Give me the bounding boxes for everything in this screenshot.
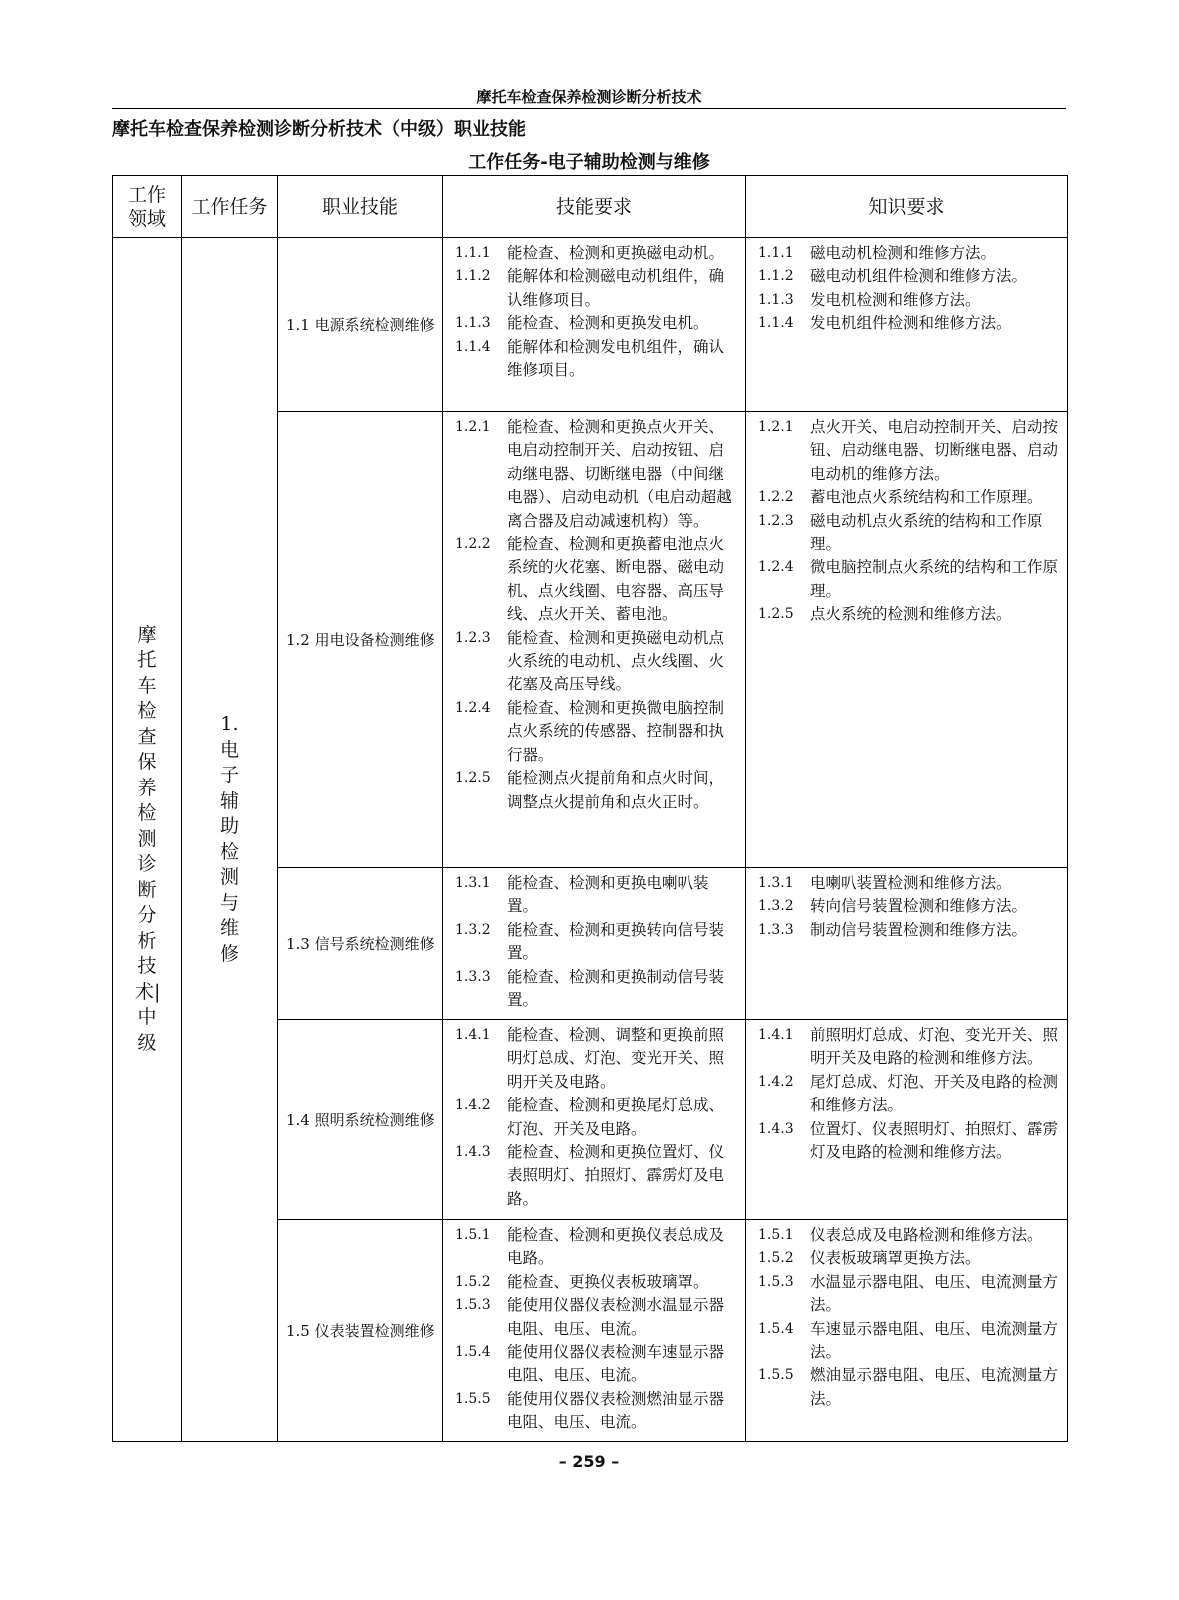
- list-item: [758, 1364, 1061, 1411]
- list-item: [455, 697, 739, 767]
- item-text: 点火开关、电启动控制开关、启动按钮、启动继电器、切断继电器、启动电动机的维修方法。: [810, 418, 1059, 483]
- item-text: 电喇叭装置检测和维修方法。: [810, 874, 1012, 892]
- list-item: [758, 1318, 1061, 1365]
- item-text: 能解体和检测磁电动机组件，确认维修项目。: [507, 267, 725, 309]
- item-code: 1.4.3: [758, 1120, 794, 1137]
- item-code: 1.4.1: [455, 1027, 491, 1043]
- skill-requirements-cell: [443, 238, 746, 412]
- knowledge-requirements-cell: [746, 1220, 1068, 1442]
- skill-requirements-cell: [443, 868, 746, 1020]
- item-code: 1.5.1: [758, 1227, 794, 1243]
- item-code: 1.4.1: [758, 1027, 794, 1043]
- skill-name: 1.3 信号系统检测维修: [286, 934, 435, 953]
- skill-name: 1.5 仪表装置检测维修: [286, 1321, 435, 1340]
- item-code: 1.1.2: [758, 268, 794, 285]
- skill-cell: [278, 1220, 443, 1442]
- skill-requirements-cell: [443, 412, 746, 868]
- item-text: 转向信号装置检测和维修方法。: [810, 897, 1028, 916]
- list-item: [758, 1071, 1061, 1118]
- item-text: 能检查、检测和更换仪表总成及电路。: [507, 1226, 725, 1268]
- table-body: [113, 238, 1068, 1442]
- work-task-cell: [182, 238, 278, 1442]
- item-text: 能检查、检测和更换磁电动机点火系统的电动机、点火线圈、火花塞及高压导线。: [507, 628, 725, 694]
- list-item: [758, 1024, 1061, 1071]
- list-item: [758, 265, 1061, 288]
- item-code: 1.1.3: [455, 315, 491, 332]
- item-code: 1.2.3: [455, 629, 491, 646]
- list-item: [758, 556, 1061, 603]
- item-code: 1.3.3: [758, 921, 794, 938]
- item-code: 1.2.5: [758, 606, 794, 623]
- item-code: 1.3.2: [758, 898, 794, 915]
- item-code: 1.5.5: [758, 1367, 794, 1384]
- item-text: 发电机组件检测和维修方法。: [810, 314, 1012, 333]
- item-text: 磁电动机组件检测和维修方法。: [810, 267, 1028, 286]
- item-code: 1.4.2: [758, 1073, 794, 1090]
- document-title: 摩托车检查保养检测诊断分析技术（中级）职业技能: [112, 119, 526, 140]
- skill-name: 1.1 电源系统检测维修: [286, 315, 435, 334]
- list-item: [455, 416, 739, 533]
- item-text: 能检查、检测、调整和更换前照明灯总成、灯泡、变光开关、照明开关及电路。: [507, 1026, 725, 1091]
- skill-cell: [278, 412, 443, 868]
- list-item: [455, 1024, 739, 1094]
- item-code: 1.5.3: [758, 1273, 794, 1290]
- item-text: 能解体和检测发电机组件，确认维修项目。: [507, 337, 725, 380]
- item-code: 1.5.3: [455, 1297, 491, 1314]
- item-text: 微电脑控制点火系统的结构和工作原理。: [810, 558, 1059, 600]
- item-text: 能检查、检测和更换位置灯、仪表照明灯、拍照灯、霹雳灯及电路。: [507, 1143, 725, 1208]
- item-code: 1.5.5: [455, 1390, 491, 1407]
- item-code: 1.1.1: [455, 245, 491, 261]
- item-code: 1.3.2: [455, 921, 491, 938]
- item-text: 能检测点火提前角和点火时间，调整点火提前角和点火正时。: [507, 769, 725, 811]
- list-item: [455, 265, 739, 312]
- item-code: 1.2.5: [455, 770, 491, 787]
- list-item: [758, 603, 1061, 626]
- item-text: 能检查、检测和更换蓄电池点火系统的火花塞、断电器、磁电动机、点火线圈、电容器、高压导线、点火开关、蓄电池。: [507, 535, 725, 624]
- list-item: [758, 312, 1061, 335]
- item-code: 1.1.4: [758, 315, 794, 332]
- list-item: [758, 872, 1061, 895]
- work-area-cell: [113, 238, 182, 1442]
- list-item: [455, 1388, 739, 1435]
- header-area: 工作领域: [113, 176, 182, 238]
- list-item: [758, 289, 1061, 312]
- item-code: 1.5.1: [455, 1227, 491, 1243]
- item-code: 1.2.2: [758, 489, 794, 506]
- header-knowledge-requirements: 知识要求: [746, 176, 1068, 238]
- item-code: 1.3.3: [455, 968, 491, 985]
- item-text: 磁电动机点火系统的结构和工作原理。: [810, 511, 1043, 554]
- table-header-row: [113, 176, 1068, 238]
- item-text: 能检查、更换仪表板玻璃罩。: [507, 1272, 709, 1291]
- list-item: [455, 1294, 739, 1341]
- header-rule: [112, 108, 1066, 109]
- knowledge-requirements-cell: [746, 868, 1068, 1020]
- skill-requirements-cell: [443, 1220, 746, 1442]
- item-code: 1.2.1: [758, 419, 794, 435]
- header-skill-requirements: 技能要求: [443, 176, 746, 238]
- knowledge-requirements-cell: [746, 238, 1068, 412]
- list-item: [455, 312, 739, 335]
- item-text: 前照明灯总成、灯泡、变光开关、照明开关及电路的检测和维修方法。: [810, 1026, 1059, 1068]
- item-text: 水温显示器电阻、电压、电流测量方法。: [810, 1272, 1059, 1315]
- skill-cell: [278, 1020, 443, 1220]
- item-text: 能检查、检测和更换微电脑控制点火系统的传感器、控制器和执行器。: [507, 698, 725, 764]
- item-text: 位置灯、仪表照明灯、拍照灯、霹雳灯及电路的检测和维修方法。: [810, 1119, 1059, 1162]
- list-item: [455, 1094, 739, 1141]
- list-item: [758, 510, 1061, 557]
- item-text: 能检查、检测和更换电喇叭装置。: [507, 874, 709, 916]
- item-code: 1.2.3: [758, 512, 794, 529]
- item-code: 1.1.3: [758, 291, 794, 308]
- item-text: 能检查、检测和更换制动信号装置。: [507, 967, 725, 1010]
- item-code: 1.2.1: [455, 419, 491, 435]
- item-text: 仪表总成及电路检测和维修方法。: [810, 1226, 1043, 1244]
- item-code: 1.2.4: [455, 699, 491, 716]
- item-text: 能检查、检测和更换点火开关、电启动控制开关、启动按钮、启动继电器、切断继电器（中间继电器）、启动电动机（电启动超越离合器及启动减速机构）等。: [507, 418, 732, 530]
- list-item: [455, 1341, 739, 1388]
- list-item: [758, 1271, 1061, 1318]
- list-item: [455, 1271, 739, 1294]
- item-code: 1.5.2: [758, 1250, 794, 1267]
- table-subtitle: 工作任务-电子辅助检测与维修: [468, 152, 710, 173]
- knowledge-requirements-cell: [746, 1020, 1068, 1220]
- item-text: 磁电动机检测和维修方法。: [810, 244, 997, 262]
- item-code: 1.5.2: [455, 1273, 491, 1290]
- list-item: [455, 242, 739, 265]
- list-item: [758, 416, 1061, 486]
- item-code: 1.2.4: [758, 559, 794, 576]
- list-item: [455, 767, 739, 814]
- list-item: [455, 1141, 739, 1211]
- table-row: [113, 238, 1068, 412]
- item-text: 能检查、检测和更换转向信号装置。: [507, 920, 725, 963]
- item-code: 1.1.2: [455, 268, 491, 285]
- list-item: [455, 336, 739, 383]
- skill-name: 1.4 照明系统检测维修: [286, 1110, 435, 1129]
- running-header: 摩托车检查保养检测诊断分析技术: [476, 88, 702, 106]
- item-text: 能使用仪器仪表检测车速显示器电阻、电压、电流。: [507, 1343, 725, 1385]
- item-text: 制动信号装置检测和维修方法。: [810, 920, 1028, 939]
- item-code: 1.3.1: [758, 875, 794, 891]
- item-code: 1.5.4: [455, 1344, 491, 1361]
- work-task-text: 1.电子辅助检测与维修: [219, 713, 239, 965]
- list-item: [758, 1118, 1061, 1165]
- item-code: 1.1.4: [455, 338, 491, 355]
- item-code: 1.5.4: [758, 1320, 794, 1337]
- page-number: – 259 –: [558, 1452, 620, 1471]
- list-item: [455, 533, 739, 627]
- item-text: 燃油显示器电阻、电压、电流测量方法。: [810, 1366, 1059, 1408]
- list-item: [455, 872, 739, 919]
- list-item: [455, 919, 739, 966]
- item-code: 1.2.2: [455, 536, 491, 553]
- item-code: 1.3.1: [455, 875, 491, 891]
- item-text: 发电机检测和维修方法。: [810, 290, 981, 309]
- skill-cell: [278, 238, 443, 412]
- knowledge-requirements-cell: [746, 412, 1068, 868]
- skill-cell: [278, 868, 443, 1020]
- item-text: 仪表板玻璃罩更换方法。: [810, 1249, 981, 1268]
- item-text: 车速显示器电阻、电压、电流测量方法。: [810, 1319, 1059, 1362]
- skill-name: 1.2 用电设备检测维修: [286, 630, 435, 649]
- item-text: 能使用仪器仪表检测燃油显示器电阻、电压、电流。: [507, 1389, 725, 1432]
- item-text: 能检查、检测和更换尾灯总成、灯泡、开关及电路。: [507, 1096, 725, 1138]
- item-text: 蓄电池点火系统结构和工作原理。: [810, 488, 1043, 507]
- item-text: 能检查、检测和更换发电机。: [507, 314, 709, 333]
- skill-requirements-cell: [443, 1020, 746, 1220]
- item-code: 1.4.3: [455, 1144, 491, 1161]
- list-item: [455, 966, 739, 1013]
- list-item: [758, 919, 1061, 942]
- item-text: 能使用仪器仪表检测水温显示器电阻、电压、电流。: [507, 1296, 725, 1338]
- list-item: [455, 627, 739, 697]
- list-item: [758, 486, 1061, 509]
- item-code: 1.1.1: [758, 245, 794, 261]
- item-code: 1.4.2: [455, 1097, 491, 1114]
- item-text: 能检查、检测和更换磁电动机。: [507, 244, 725, 262]
- list-item: [758, 895, 1061, 918]
- item-text: 点火系统的检测和维修方法。: [810, 605, 1012, 624]
- list-item: [758, 1247, 1061, 1270]
- list-item: [455, 1224, 739, 1271]
- header-task: 工作任务: [182, 176, 278, 238]
- item-text: 尾灯总成、灯泡、开关及电路的检测和维修方法。: [810, 1072, 1059, 1115]
- skills-table: [112, 175, 1068, 1442]
- list-item: [758, 242, 1061, 265]
- list-item: [758, 1224, 1061, 1247]
- work-area-text: 摩托车检查保养检测诊断分析技术|中级: [135, 623, 161, 1054]
- header-skill: 职业技能: [278, 176, 443, 238]
